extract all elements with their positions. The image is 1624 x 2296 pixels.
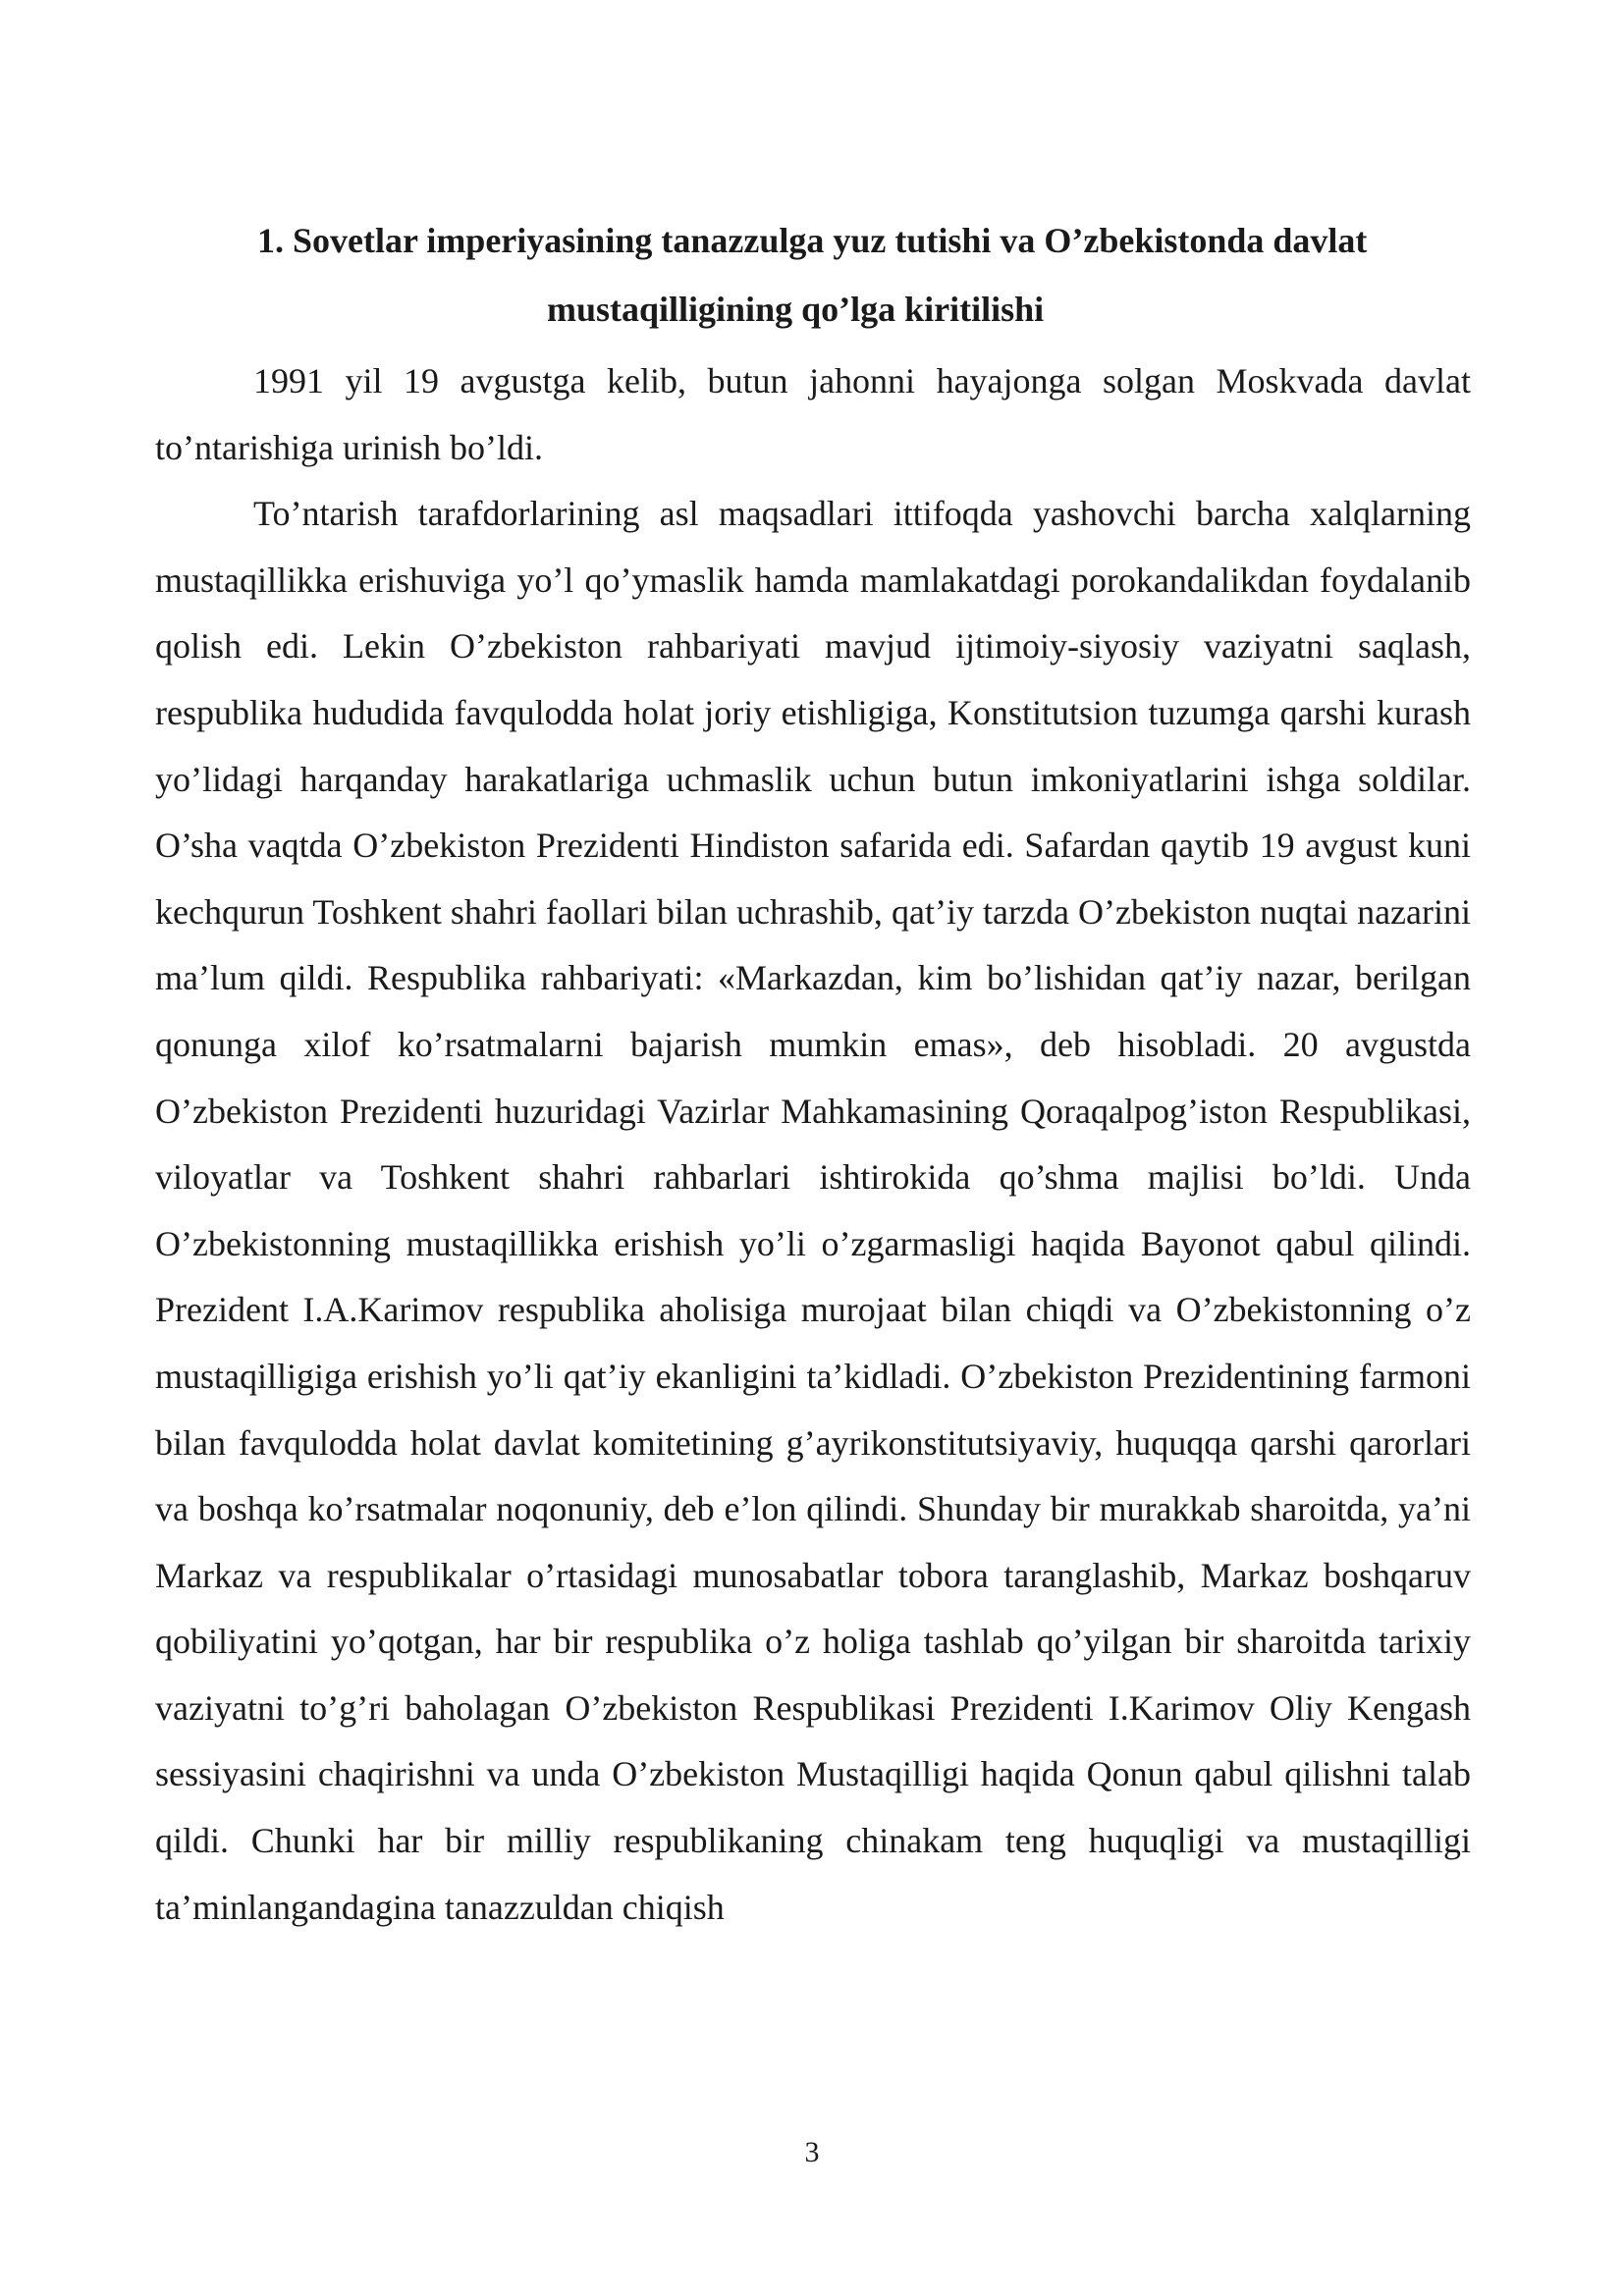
section-title-line-1: 1. Sovetlar imperiyasining tanazzulga yuz tutishi va O’zbekistonda davlat	[257, 221, 1368, 260]
section-title-line-2: mustaqilligining qo’lga kiritilishi	[547, 290, 1045, 329]
body-text	[155, 348, 1471, 1941]
paragraph-2: To’ntarish tarafdorlarining asl maqsadlari ittifoqda yashovchi barcha xalqlarning mustaqillikka erishuviga yo’l qo’ymaslik hamda mamlakatdagi porokandalikdan foydalanib qolish edi. Lekin O’zbekiston rahbariyati mavjud ijtimoiy-siyosiy vaziyatni saqlash, respublika hududida favqulodda holat joriy etishligiga, Konstitutsion tuzumga qarshi kurash yo’lidagi harqanday harakatlariga uchmaslik uchun butun imkoniyatlarini ishga soldilar. O’sha vaqtda O’zbekiston Prezidenti Hindiston safarida edi. Safardan qaytib 19 avgust kuni kechqurun Toshkent shahri faollari bilan uchrashib, qat’iy tarzda O’zbekiston nuqtai nazarini ma’lum qildi. Respublika rahbariyati: «Markazdan, kim bo’lishidan qat’iy nazar, berilgan qonunga xilof ko’rsatmalarni bajarish mumkin emas», deb hisobladi. 20 avgustda O’zbekiston Prezidenti huzuridagi Vazirlar Mahkamasining Qoraqalpog’iston Respublikasi, viloyatlar va Toshkent shahri rahbarlari ishtirokida qo’shma majlisi bo’ldi. Unda O’zbekistonning mustaqillikka erishish yo’li o’zgarmasligi haqida Bayonot qabul qilindi. Prezident I.A.Karimov respublika aholisiga murojaat bilan chiqdi va O’zbekistonning o’z mustaqilligiga erishish yo’li qat’iy ekanligini ta’kidladi. O’zbekiston Prezidentining farmoni bilan favqulodda holat davlat komitetining g’ayrikonstitutsiyaviy, huquqqa qarshi qarorlari va boshqa ko’rsatmalar noqonuniy, deb e’lon qilindi. Shunday bir murakkab sharoitda, ya’ni Markaz va respublikalar o’rtasidagi munosabatlar tobora taranglashib, Markaz boshqaruv qobiliyatini yo’qotgan, har bir respublika o’z holiga tashlab qo’yilgan bir sharoitda tarixiy vaziyatni to’g’ri baholagan O’zbekiston Respublikasi Prezidenti I.Karimov Oliy Kengash sessiyasini chaqirishni va unda O’zbekiston Mustaqilligi haqida Qonun qabul qilishni talab qildi. Chunki har bir milliy respublikaning chinakam teng huquqligi va mustaqilligi ta’minlangandagina tanazzuldan chiqish	[155, 494, 1471, 1927]
paragraph-1: 1991 yil 19 avgustga kelib, butun jahonni hayajonga solgan Moskvada davlat to’ntarishiga urinish bo’ldi.	[155, 361, 1471, 467]
page-number: 3	[804, 2136, 820, 2168]
